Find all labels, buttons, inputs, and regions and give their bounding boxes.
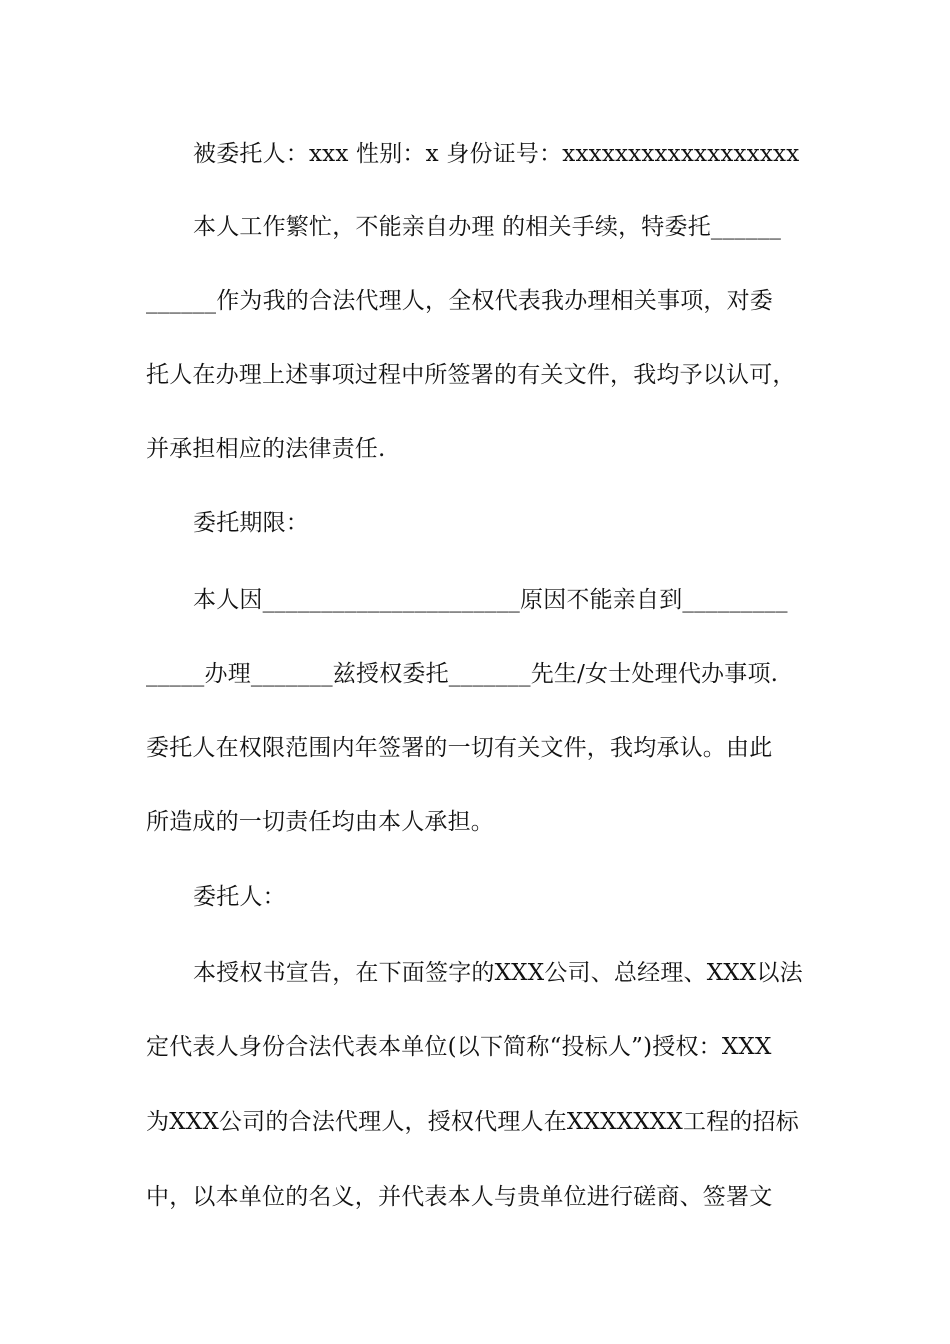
paragraph-line: 并承担相应的法律责任. <box>146 436 386 462</box>
section-label-principal: 委托人： <box>193 884 286 910</box>
paragraph-line: 托人在办理上述事项过程中所签署的有关文件，我均予以认可， <box>146 362 796 388</box>
paragraph-line: 为XXX公司的合法代理人，授权代理人在XXXXXXX工程的招标 <box>146 1109 799 1135</box>
paragraph-line: 本人工作繁忙，不能亲自办理 的相关手续，特委托______ <box>193 214 782 240</box>
paragraph-line: 所造成的一切责任均由本人承担。 <box>146 809 494 835</box>
paragraph-line: 委托人在权限范围内年签署的一切有关文件，我均承认。由此 <box>146 735 773 761</box>
paragraph-line: 定代表人身份合法代表本单位(以下简称“投标人”)授权：XXX <box>146 1034 772 1060</box>
paragraph-line: _____办理_______兹授权委托_______先生/女士处理代办事项. <box>146 661 779 687</box>
paragraph-line: ______作为我的合法代理人，全权代表我办理相关事项，对委 <box>146 288 773 314</box>
entrustee-info-line: 被委托人：xxx 性别：x 身份证号：xxxxxxxxxxxxxxxxxx <box>193 141 800 167</box>
paragraph-line: 中，以本单位的名义，并代表本人与贵单位进行磋商、签署文 <box>146 1184 773 1210</box>
section-label-term: 委托期限： <box>193 510 309 536</box>
paragraph-line: 本人因______________________原因不能亲自到_________ <box>193 587 788 613</box>
paragraph-line: 本授权书宣告，在下面签字的XXX公司、总经理、XXX以法 <box>193 960 803 986</box>
